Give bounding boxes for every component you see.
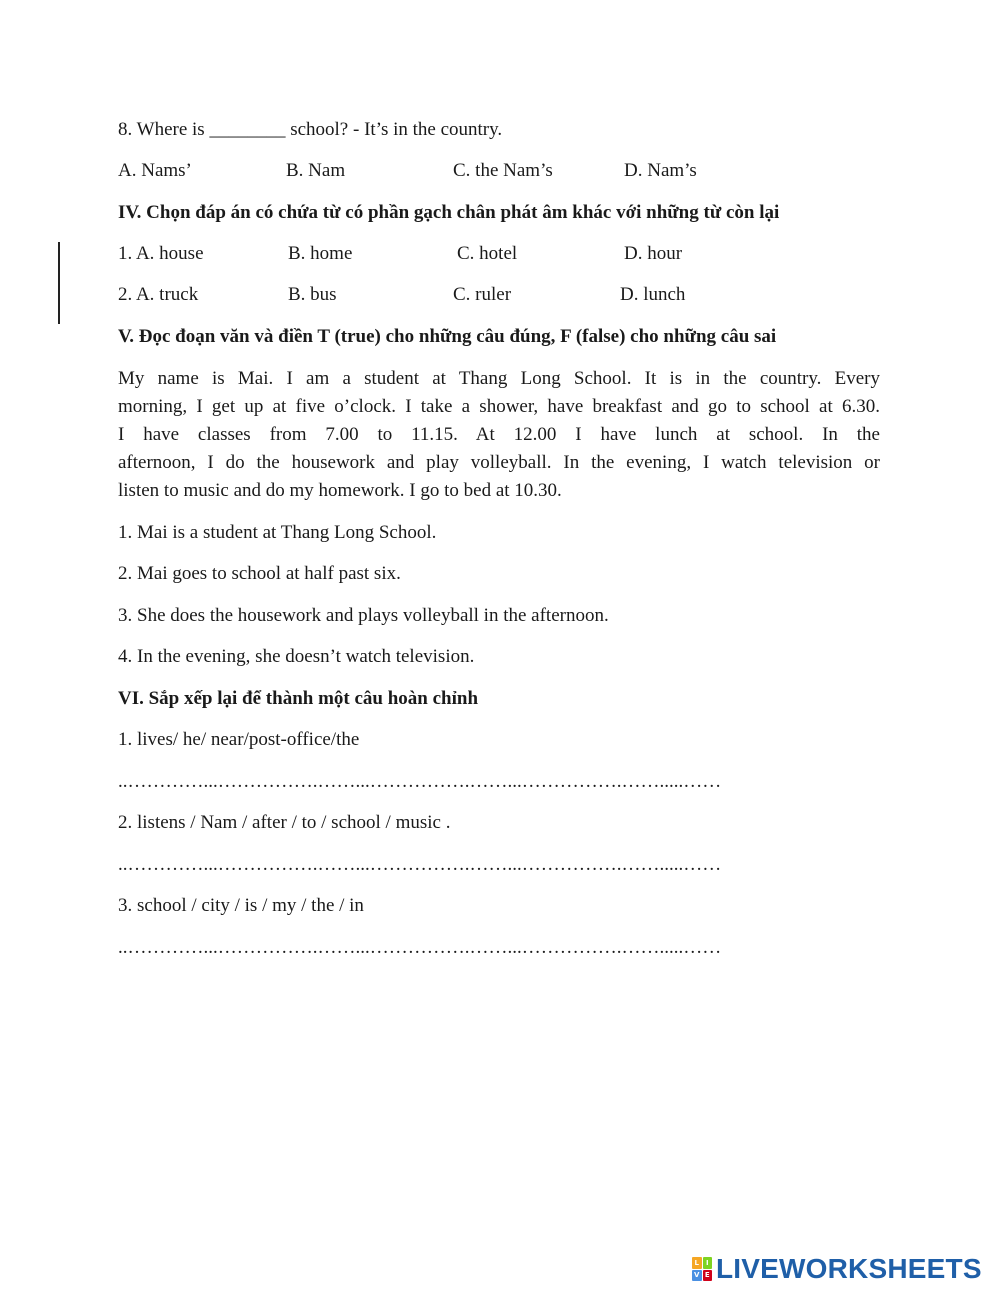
statement-4: 4. In the evening, she doesn’t watch television. [118,646,475,667]
reorder-item-2: 2. listens / Nam / after / to / school / music . [118,812,451,833]
reading-passage [118,365,880,505]
logo-mark-cell: V [692,1270,702,1282]
logo-mark-cell: L [692,1257,702,1269]
answer-line-1[interactable]: ..…………...…………….……...…………….……...…………….…….....…… [118,771,722,792]
logo-mark-cell: E [703,1270,713,1282]
logo-text: LIVEWORKSHEETS [716,1253,982,1284]
section-4-heading: IV. Chọn đáp án có chứa từ có phần gạch chân phát âm khác với những từ còn lại [118,202,780,223]
s4-q2-option-a: 2. A. truck [118,284,199,305]
q8-option-d: D. Nam’s [624,160,697,181]
section-6-heading: VI. Sắp xếp lại để thành một câu hoàn chỉnh [118,688,479,709]
reorder-item-1: 1. lives/ he/ near/post-office/the [118,729,360,750]
answer-line-2[interactable]: ..…………...…………….……...…………….……...…………….…….....…… [118,854,722,875]
logo-mark-icon [692,1257,712,1281]
margin-bar [58,242,60,324]
reorder-item-3: 3. school / city / is / my / the / in [118,895,364,916]
q8-option-c: C. the Nam’s [453,160,553,181]
s4-q1-option-d: D. hour [624,243,683,264]
answer-line-3[interactable]: ..…………...…………….……...…………….……...…………….…….....…… [118,937,722,958]
passage-line: I have classes from 7.00 to 11.15. At 12.00 I have lunch at school. In the [118,424,880,445]
q8-question: 8. Where is ________ school? - It’s in the country. [118,119,503,140]
liveworksheets-logo[interactable] [692,1254,982,1284]
s4-q1-option-b: B. home [288,243,353,264]
statement-1: 1. Mai is a student at Thang Long School. [118,522,437,543]
logo-mark-cell: I [703,1257,713,1269]
q8-option-a: A. Nams’ [118,160,192,181]
s4-q1-option-a: 1. A. house [118,243,204,264]
q8-option-b: B. Nam [286,160,346,181]
passage-line: morning, I get up at five o’clock. I take a shower, have breakfast and go to school at 6.30. [118,396,880,417]
passage-line: listen to music and do my homework. I go to bed at 10.30. [118,480,562,501]
s4-q2-option-d: D. lunch [620,284,686,305]
s4-q2-option-b: B. bus [288,284,337,305]
passage-line: afternoon, I do the housework and play volleyball. In the evening, I watch television or [118,452,880,473]
s4-q1-option-c: C. hotel [457,243,518,264]
statement-2: 2. Mai goes to school at half past six. [118,563,401,584]
section-5-heading: V. Đọc đoạn văn và điền T (true) cho những câu đúng, F (false) cho những câu sai [118,326,777,347]
passage-line: My name is Mai. I am a student at Thang Long School. It is in the country. Every [118,368,880,389]
s4-q2-option-c: C. ruler [453,284,512,305]
statement-3: 3. She does the housework and plays volleyball in the afternoon. [118,605,609,626]
